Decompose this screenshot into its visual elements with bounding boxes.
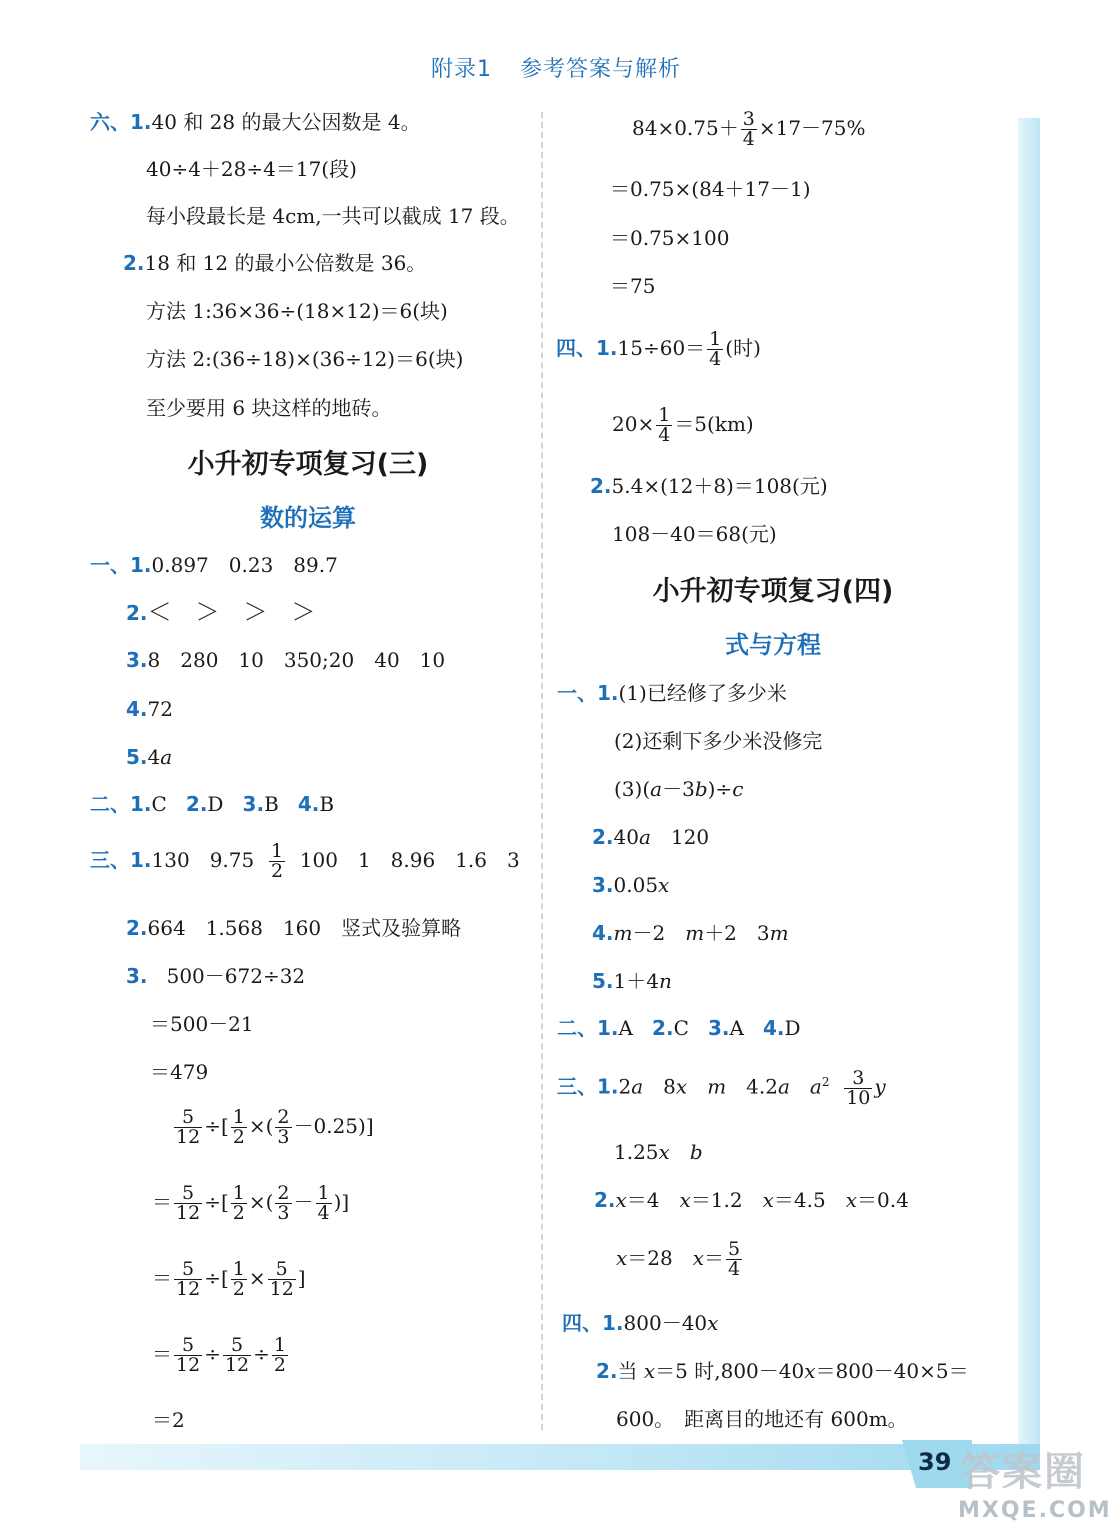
answer-text: 500－672÷32 (166, 964, 306, 988)
question-number: 4. (592, 921, 614, 945)
answer-line (126, 598, 316, 627)
answer-line: ＝0.75×(84＋17－1) (610, 177, 811, 201)
fraction: $\frac{5}{12}$ (269, 1258, 294, 1300)
question-number: 3. (592, 873, 614, 897)
answer-text: 40 和 28 的最大公因数是 4。 (151, 110, 421, 134)
answer-line: 每小段最长是 4cm,一共可以截成 17 段。 (146, 204, 520, 228)
answer-text: C (151, 792, 167, 816)
answer-line: ＝75 (610, 274, 656, 298)
question-number: 3. (242, 792, 265, 816)
answer-line (90, 842, 520, 881)
fraction: $\frac{5}{4}$ (728, 1238, 741, 1280)
question-number: 2. (596, 1359, 618, 1383)
expression-line: ＝ $\frac{5}{12}$ ÷ $\frac{5}{12}$ ÷ $\frac{1}{2}$ (152, 1334, 286, 1376)
answer-line (590, 472, 828, 500)
section-subtitle: 数的运算 (260, 503, 356, 532)
answer-line: 2.40a 120 (592, 825, 710, 849)
answer-text: 5.4×(12＋8)＝108(元) (611, 474, 828, 498)
question-number: 二、1. (90, 792, 152, 816)
question-number: 2. (592, 825, 614, 849)
answer-text: D (207, 792, 224, 816)
expression-line: x＝28 x＝ $\frac{5}{4}$ (616, 1238, 741, 1280)
answer-line: (2)还剩下多少米没修完 (614, 729, 823, 753)
answer-line (90, 108, 421, 136)
question-number: 4. (763, 1016, 785, 1040)
answer-text: 130 9.75 (151, 848, 255, 872)
question-number: 2. (652, 1016, 674, 1040)
fraction: $\frac{2}{3}$ (277, 1182, 290, 1224)
question-number: 3. (707, 1016, 730, 1040)
page-header (0, 52, 1112, 83)
answer-line (126, 962, 305, 990)
expression-line: ＝ $\frac{5}{12}$ ÷[ $\frac{1}{2}$ ×( $\frac{2}{3}$ － $\frac{1}{4}$ )] (152, 1182, 350, 1224)
variable: a (160, 745, 173, 769)
question-number: 5. (126, 745, 148, 769)
question-number: 2. (594, 1188, 616, 1212)
fraction: $\frac{5}{12}$ (176, 1334, 201, 1376)
section-title: 小升初专项复习(三) (187, 449, 429, 480)
fraction: $\frac{5}{12}$ (224, 1334, 250, 1376)
answer-text: ＜ ＞ ＞ ＞ (147, 598, 316, 626)
header-title: 参考答案与解析 (519, 57, 681, 82)
fraction: $\frac{2}{3}$ (277, 1106, 290, 1148)
expression-line: 20× $\frac{1}{4}$ ＝5(km) (612, 404, 754, 446)
header-appendix: 附录1 (430, 57, 492, 82)
answer-line: 3.0.05x (592, 873, 670, 897)
fraction: $\frac{1}{2}$ (232, 1106, 245, 1148)
answer-text: 8 280 10 350;20 40 10 (147, 648, 446, 672)
fraction: $\frac{3}{10}$ (846, 1066, 871, 1109)
answer-text: 664 1.568 160 竖式及验算略 (147, 916, 462, 940)
section-subtitle: 式与方程 (725, 630, 821, 659)
expression-line: 四、1.15÷60＝ $\frac{1}{4}$ (时) (556, 328, 761, 370)
question-number: 3. (126, 648, 148, 672)
question-number: 一、1. (557, 681, 619, 705)
answer-line (123, 249, 426, 277)
answer-text: (1)已经修了多少米 (618, 681, 787, 705)
watermark-logo-text: 答案圈 (960, 1449, 1086, 1495)
answer-line (90, 551, 338, 579)
question-number: 2. (123, 251, 145, 275)
answer-line: ＝2 (152, 1408, 185, 1432)
answer-text: 72 (147, 697, 173, 721)
answer-text: 0.897 0.23 89.7 (151, 553, 338, 577)
answer-line (557, 679, 787, 707)
fraction: $\frac{1}{4}$ (317, 1182, 330, 1224)
section-title: 小升初专项复习(四) (652, 576, 894, 607)
answer-line: 方法 1:36×36÷(18×12)＝6(块) (146, 299, 448, 323)
question-number: 4. (297, 792, 320, 816)
answer-line: 二、1.A 2.C 3.A 4.D (557, 1016, 801, 1040)
fraction: $\frac{1}{4}$ (658, 404, 671, 446)
answer-text: B (319, 792, 335, 816)
answer-line: 至少要用 6 块这样的地砖。 (146, 396, 392, 420)
answer-line: 5.1＋4n (592, 969, 672, 993)
answer-line: ＝500－21 (150, 1012, 254, 1036)
column-divider (541, 112, 543, 1430)
answer-text: 4 (147, 745, 161, 769)
question-number: 四、1. (556, 336, 618, 360)
answer-line: 108－40＝68(元) (612, 522, 777, 546)
answer-line (126, 646, 445, 674)
fraction: $\frac{5}{12}$ (176, 1106, 201, 1148)
fraction: $\frac{1}{2}$ (270, 840, 284, 882)
answer-line: ＝0.75×100 (610, 226, 730, 250)
answer-line: 2.当 x＝5 时,800－40x＝800－40×5＝ (596, 1359, 969, 1383)
question-number: 二、1. (557, 1016, 619, 1040)
answer-line (126, 914, 461, 942)
expression-line: ＝ $\frac{5}{12}$ ÷[ $\frac{1}{2}$ × $\frac{5}{12}$ ] (152, 1258, 306, 1300)
answer-line: 600。 距离目的地还有 600m。 (616, 1407, 908, 1431)
answer-line (90, 790, 334, 818)
right-margin-band (1018, 118, 1040, 1448)
expression-line: 84×0.75＋ $\frac{3}{4}$ ×17－75% (632, 108, 866, 150)
answer-line (126, 695, 173, 723)
fraction: $\frac{3}{4}$ (742, 108, 755, 150)
question-number: 三、1. (90, 848, 152, 872)
answer-line: 4.m－2 m＋2 3m (592, 921, 789, 945)
question-number: 一、1. (90, 553, 152, 577)
question-number: 4. (126, 697, 148, 721)
expression-line: $\frac{5}{12}$ ÷[ $\frac{1}{2}$ ×( $\frac{2}{3}$ －0.25)] (176, 1106, 374, 1148)
answer-line: 1.25x b (614, 1140, 703, 1164)
answer-text: 18 和 12 的最小公倍数是 36。 (144, 251, 427, 275)
question-number: 2. (185, 792, 208, 816)
answer-text: 100 1 8.96 1.6 3 (299, 848, 520, 872)
expression-line: 三、1.2a 8x m 4.2a $a^2$ $\frac{3}{10}$ y (557, 1066, 886, 1109)
fraction: $\frac{1}{4}$ (709, 328, 722, 370)
answer-line: 40÷4＋28÷4＝17(段) (146, 157, 357, 181)
question-number: 3. (126, 964, 148, 988)
question-number: 2. (590, 474, 612, 498)
question-number: 5. (592, 969, 614, 993)
answer-text: B (264, 792, 279, 816)
fraction: $\frac{1}{2}$ (232, 1258, 245, 1300)
answer-line: 四、1.800－40x (562, 1311, 719, 1335)
answer-line: (3)(a－3b)÷c (614, 777, 744, 801)
question-number: 三、1. (557, 1074, 619, 1099)
fraction: $\frac{5}{12}$ (176, 1182, 201, 1224)
question-number: 四、1. (562, 1311, 624, 1335)
bottom-band (80, 1444, 1040, 1470)
page-number: 39 (918, 1448, 952, 1476)
fraction: $\frac{5}{12}$ (176, 1258, 201, 1300)
answer-line: 2.x＝4 x＝1.2 x＝4.5 x＝0.4 (594, 1188, 909, 1212)
question-number: 六、1. (90, 110, 152, 134)
fraction: $\frac{1}{2}$ (273, 1334, 286, 1376)
answer-line: ＝479 (150, 1060, 209, 1084)
watermark-url: MXQE.COM (958, 1498, 1112, 1523)
answer-line: 方法 2:(36÷18)×(36÷12)＝6(块) (146, 347, 464, 371)
answer-line (126, 743, 172, 771)
fraction: $\frac{1}{2}$ (232, 1182, 245, 1224)
question-number: 2. (126, 601, 148, 625)
question-number: 2. (126, 916, 148, 940)
